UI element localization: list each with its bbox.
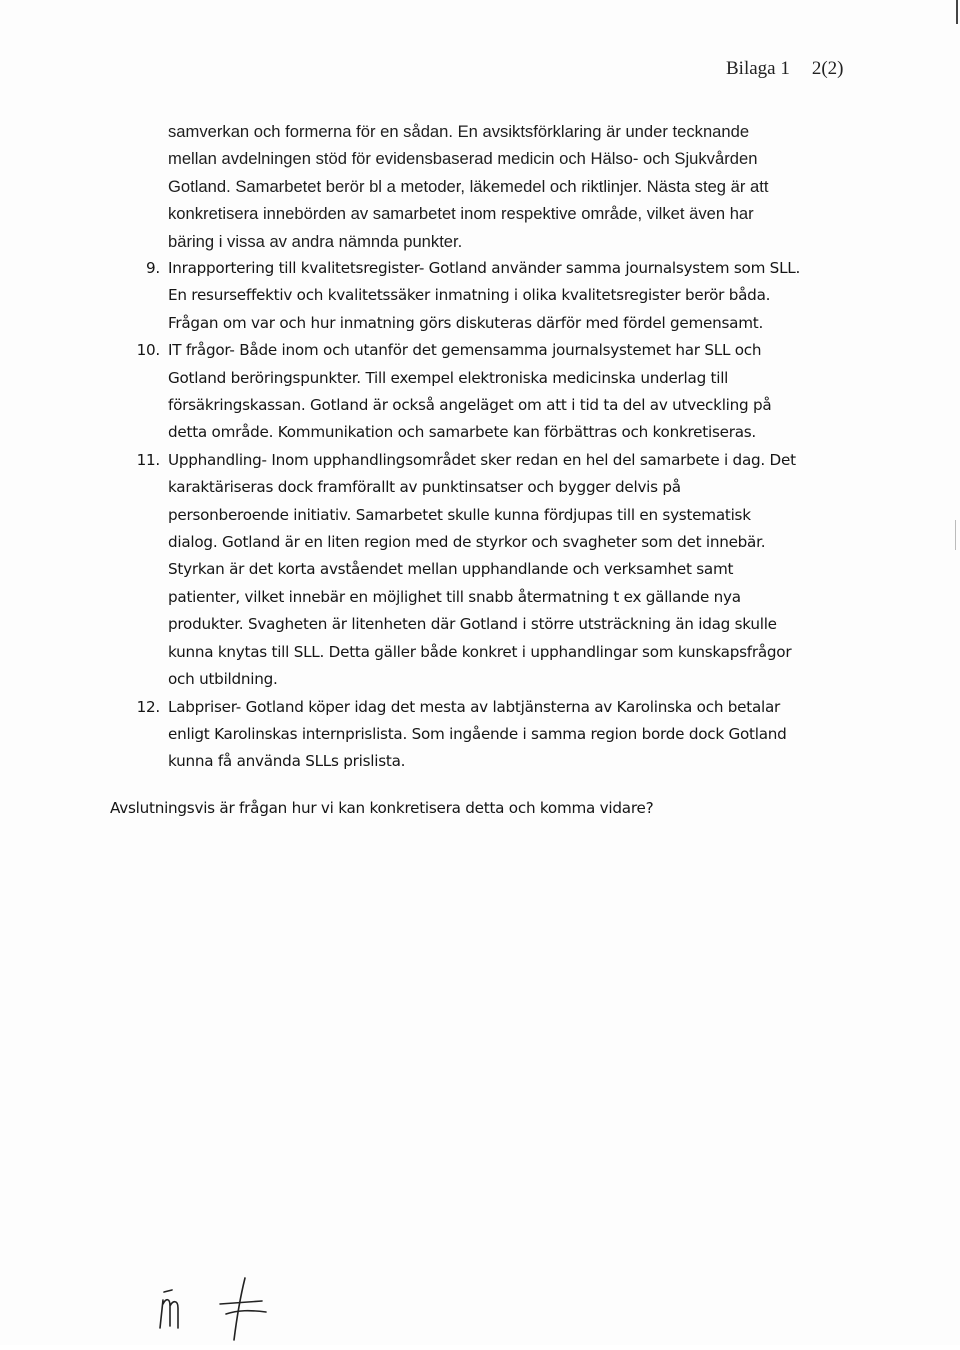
item-number: 10. bbox=[136, 341, 160, 360]
item-line: Labpriser- Gotland köper idag det mesta av labtjänsterna av Karolinska och betalar bbox=[168, 697, 781, 716]
item-line: Gotland beröringspunkter. Till exempel elektroniska medicinska underlag till bbox=[168, 368, 729, 387]
item-line: försäkringskassan. Gotland är också angeläget om att i tid ta del av utveckling på bbox=[168, 396, 772, 415]
item-line: patienter, vilket innebär en möjlighet till snabb återmatning t ex gällande nya bbox=[168, 587, 741, 606]
list-item-9 bbox=[146, 255, 868, 337]
item-line: En resurseffektiv och kvalitetssäker inmatning i olika kvalitetsregister berör båda. bbox=[168, 286, 771, 305]
numbered-list bbox=[136, 255, 868, 776]
intro-line: Gotland. Samarbetet berör bl a metoder, läkemedel och riktlinjer. Nästa steg är att bbox=[168, 176, 769, 196]
intro-line: samverkan och formerna för en sådan. En avsiktsförklaring är under tecknande bbox=[168, 122, 750, 141]
scan-edge-mark bbox=[956, 0, 958, 24]
item-number: 12. bbox=[136, 697, 160, 716]
page-number: 2(2) bbox=[811, 58, 844, 79]
intro-paragraph bbox=[168, 118, 828, 255]
item-number: 11. bbox=[136, 450, 160, 469]
item-line: och utbildning. bbox=[168, 670, 278, 689]
item-number: 9. bbox=[146, 259, 160, 277]
item-line: Frågan om var och hur inmatning görs diskuteras därför med fördel gemensamt. bbox=[168, 313, 764, 332]
scan-edge-mark bbox=[955, 520, 956, 550]
item-line: detta område. Kommunikation och samarbete kan förbättras och konkretiseras. bbox=[168, 423, 756, 442]
handwritten-signature bbox=[150, 1270, 290, 1350]
intro-line: mellan avdelningen stöd för evidensbaserad medicin och Hälso- och Sjukvården bbox=[168, 149, 758, 169]
page-header bbox=[726, 58, 844, 80]
item-line: kunna knytas till SLL. Detta gäller både konkret i upphandlingar som kunskapsfrågor bbox=[168, 642, 792, 661]
closing-sentence: Avslutningsvis är frågan hur vi kan konkretisera detta och komma vidare? bbox=[110, 799, 654, 817]
attachment-label: Bilaga 1 bbox=[726, 58, 790, 79]
item-line: Upphandling- Inom upphandlingsområdet sker redan en hel del samarbete i dag. Det bbox=[168, 450, 796, 469]
list-item-12 bbox=[136, 694, 868, 776]
item-line: dialog. Gotland är en liten region med de styrkor och svagheter som det innebär. bbox=[168, 533, 766, 552]
intro-line: bäring i vissa av andra nämnda punkter. bbox=[168, 231, 463, 251]
item-line: Styrkan är det korta avståendet mellan upphandlande och verksamhet samt bbox=[168, 560, 734, 579]
item-line: enligt Karolinskas internprislista. Som ingående i samma region borde dock Gotland bbox=[168, 724, 787, 743]
item-line: personberoende initiativ. Samarbetet skulle kunna fördjupas till en systematisk bbox=[168, 505, 751, 524]
item-line: karaktäriseras dock framförallt av punktinsatser och bygger delvis på bbox=[168, 478, 681, 497]
item-line: kunna få använda SLLs prislista. bbox=[168, 752, 406, 771]
item-line: IT frågor- Både inom och utanför det gemensamma journalsystemet har SLL och bbox=[168, 341, 762, 360]
list-item-10 bbox=[136, 337, 868, 447]
item-line: produkter. Svagheten är litenheten där Gotland i större utsträckning än idag skulle bbox=[168, 615, 777, 634]
list-item-11 bbox=[136, 447, 868, 694]
intro-line: konkretisera innebörden av samarbetet inom respektive område, vilket även har bbox=[168, 204, 754, 224]
item-line: Inrapportering till kvalitetsregister- Gotland använder samma journalsystem som SLL. bbox=[168, 259, 801, 277]
